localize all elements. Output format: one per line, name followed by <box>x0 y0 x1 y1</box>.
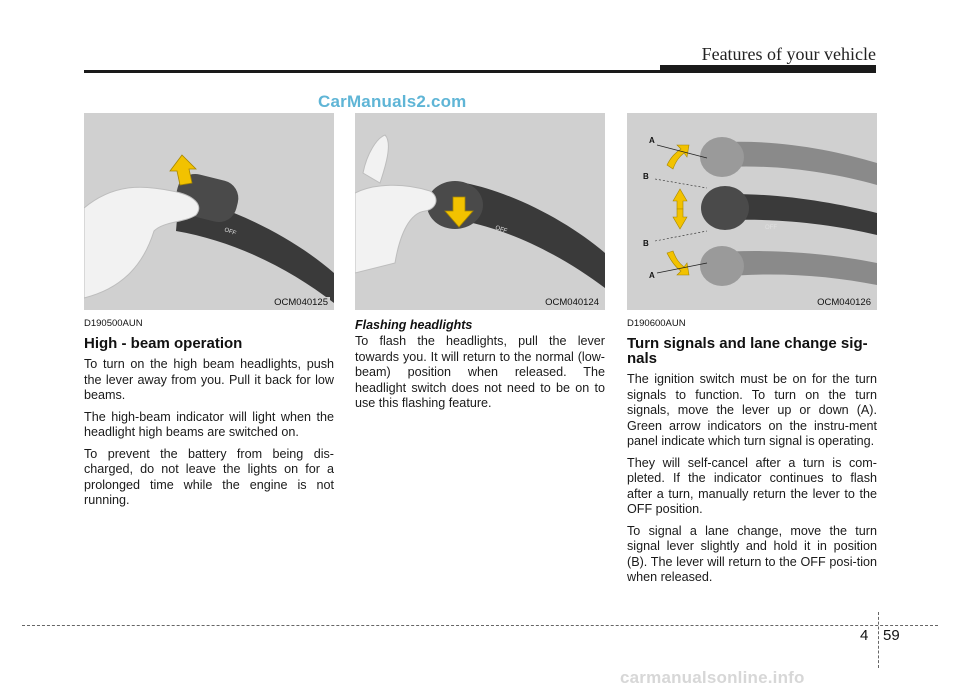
paragraph: To turn on the high beam headlights, push the lever away from you. Pull it back for low beams. <box>84 357 334 402</box>
section-code: D190600AUN <box>627 318 686 329</box>
footer-divider <box>878 612 879 668</box>
lever-stalk <box>463 183 605 288</box>
turn-signal-illustration <box>627 113 877 310</box>
arrow-turn-down-icon <box>667 251 689 275</box>
lever-knob-ghost-top <box>700 137 744 177</box>
label-b-top: B <box>643 172 649 181</box>
figure-turn-signals <box>627 113 877 310</box>
hand <box>84 187 199 298</box>
paragraph: To signal a lane change, move the turn signal lever slightly and hold it in position (B). The lever will return to the OFF posi-tion when released. <box>627 523 877 584</box>
header-rule <box>84 70 660 73</box>
label-a-top: A <box>649 136 655 145</box>
arrow-down-icon <box>673 209 687 229</box>
section-subheading: Flashing headlights <box>355 318 473 332</box>
column-turn-signals <box>627 318 877 592</box>
figure-code: OCM040124 <box>545 297 599 308</box>
lever-knob <box>701 186 749 230</box>
section-heading: Turn signals and lane change sig-nals <box>627 335 868 367</box>
label-b-bottom: B <box>643 239 649 248</box>
header-rule-accent <box>660 65 876 73</box>
lever-knob-ghost-bottom <box>700 246 744 286</box>
header-section-title: Features of your vehicle <box>701 44 876 64</box>
section-number: 4 <box>860 627 869 644</box>
thumb <box>363 135 388 183</box>
figure-high-beam <box>84 113 334 310</box>
flashing-illustration <box>355 113 605 310</box>
watermark-bottom[interactable]: carmanualsonline.info <box>620 668 805 687</box>
paragraph: They will self-cancel after a turn is com-pleted. If the indicator continues to flash after a turn, manually return the lever to the OFF position. <box>627 455 877 516</box>
paragraph: The high-beam indicator will light when the headlight high beams are switched on. <box>84 409 334 439</box>
figure-flashing <box>355 113 605 310</box>
paragraph: The ignition switch must be on for the turn signals to function. To turn on the turn signals, move the lever up or down (A). Green arrow indicators on the instru-ment panel indicate which turn signal is operating. <box>627 372 877 448</box>
figure-code: OCM040125 <box>274 297 328 308</box>
footer-rule <box>22 625 938 626</box>
column-flashing <box>355 318 605 418</box>
label-a-bottom: A <box>649 271 655 280</box>
callout-line <box>655 231 707 241</box>
section-code: D190500AUN <box>84 318 143 329</box>
callout-line <box>655 179 707 188</box>
paragraph: To flash the headlights, pull the lever towards you. It will return to the normal (low-beam) position when released. The headlight switch does not need to be on to use this flashing feature. <box>355 334 605 410</box>
arrow-up-icon <box>673 189 687 209</box>
page-number: 59 <box>883 627 900 644</box>
hand <box>355 185 436 273</box>
section-heading: High - beam operation <box>84 335 243 352</box>
high-beam-illustration <box>84 113 334 310</box>
off-label: OFF <box>494 225 508 235</box>
off-label: OFF <box>223 227 237 237</box>
column-high-beam <box>84 318 334 515</box>
paragraph: To prevent the battery from being dis-charged, do not leave the lights on for a prolonged time while the engine is not running. <box>84 446 334 507</box>
figure-code: OCM040126 <box>817 297 871 308</box>
watermark-top[interactable]: CarManuals2.com <box>318 92 467 111</box>
off-label: OFF <box>765 225 777 231</box>
